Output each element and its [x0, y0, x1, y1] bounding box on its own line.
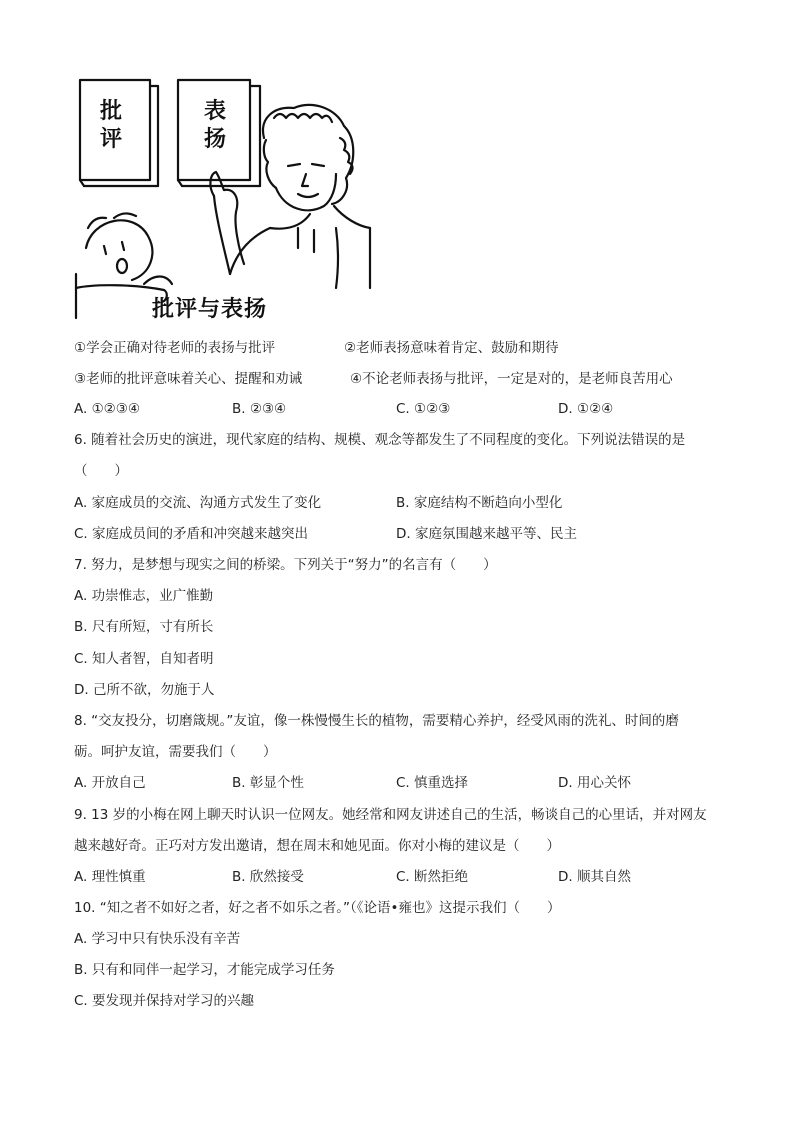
- q7-option-a[interactable]: A. 功崇惟志，业广惟勤: [74, 588, 214, 604]
- q8-stem-line-1: 8. “交友投分，切磨箴规。”友谊，像一株慢慢生长的植物，需要精心养护，经受风雨的洗礼、时间的磨: [74, 713, 679, 729]
- q8-option-d[interactable]: D. 用心关怀: [558, 775, 631, 791]
- criticism-praise-illustration: [74, 78, 374, 328]
- q9-option-a[interactable]: A. 理性慎重: [74, 869, 146, 885]
- q6-option-d[interactable]: D. 家庭氛围越来越平等、民主: [396, 526, 577, 542]
- q9-stem-line-2: 越来越好奇。正巧对方发出邀请，想在周末和她见面。你对小梅的建议是（ ）: [74, 838, 560, 854]
- q7-option-d[interactable]: D. 己所不欲，勿施于人: [74, 682, 215, 698]
- q7-option-b[interactable]: B. 尺有所短，寸有所长: [74, 619, 214, 635]
- left-board-char-1: 批: [100, 98, 123, 124]
- q10-option-c[interactable]: C. 要发现并保持对学习的兴趣: [74, 993, 255, 1009]
- q9-option-c[interactable]: C. 断然拒绝: [396, 869, 469, 885]
- q5-statement-4: ④不论老师表扬与批评，一定是对的，是老师良苦用心: [350, 371, 673, 387]
- q5-option-b[interactable]: B. ②③④: [232, 401, 287, 417]
- q10-option-a[interactable]: A. 学习中只有快乐没有辛苦: [74, 931, 241, 947]
- q7-stem: 7. 努力，是梦想与现实之间的桥梁。下列关于“努力”的名言有（ ）: [74, 557, 497, 573]
- q5-statement-2: ②老师表扬意味着肯定、鼓励和期待: [344, 340, 559, 356]
- q9-stem-line-1: 9. 13 岁的小梅在网上聊天时认识一位网友。她经常和网友讲述自己的生活，畅谈自己的心里话，并对网友: [74, 807, 707, 823]
- left-board-char-2: 评: [100, 126, 123, 152]
- q6-option-b[interactable]: B. 家庭结构不断趋向小型化: [396, 495, 563, 511]
- q8-option-a[interactable]: A. 开放自己: [74, 775, 146, 791]
- illustration-caption: 批评与表扬: [152, 296, 268, 322]
- q7-option-c[interactable]: C. 知人者智，自知者明: [74, 651, 214, 667]
- q6-stem-line-1: 6. 随着社会历史的演进，现代家庭的结构、规模、观念等都发生了不同程度的变化。下列说法错误的是: [74, 432, 686, 448]
- q5-statement-1: ①学会正确对待老师的表扬与批评: [74, 340, 276, 356]
- q9-option-d[interactable]: D. 顺其自然: [558, 869, 631, 885]
- q8-option-b[interactable]: B. 彰显个性: [232, 775, 304, 791]
- right-board-char-1: 表: [204, 98, 227, 124]
- q5-option-c[interactable]: C. ①②③: [396, 401, 451, 417]
- right-board-char-2: 扬: [204, 126, 227, 152]
- q6-option-a[interactable]: A. 家庭成员的交流、沟通方式发生了变化: [74, 495, 322, 511]
- q10-stem: 10. “知之者不如好之者，好之者不如乐之者。”（《论语•雍也》这提示我们（ ）: [74, 900, 561, 916]
- q8-stem-line-2: 砺。呵护友谊，需要我们（ ）: [74, 744, 277, 760]
- q8-option-c[interactable]: C. 慎重选择: [396, 775, 469, 791]
- q6-option-c[interactable]: C. 家庭成员间的矛盾和冲突越来越突出: [74, 526, 309, 542]
- q5-statement-3: ③老师的批评意味着关心、提醒和劝诫: [74, 371, 303, 387]
- q9-option-b[interactable]: B. 欣然接受: [232, 869, 304, 885]
- q5-option-a[interactable]: A. ①②③④: [74, 401, 140, 417]
- q6-stem-line-2: （ ）: [74, 463, 128, 479]
- q5-option-d[interactable]: D. ①②④: [558, 401, 614, 417]
- q10-option-b[interactable]: B. 只有和同伴一起学习，才能完成学习任务: [74, 962, 335, 978]
